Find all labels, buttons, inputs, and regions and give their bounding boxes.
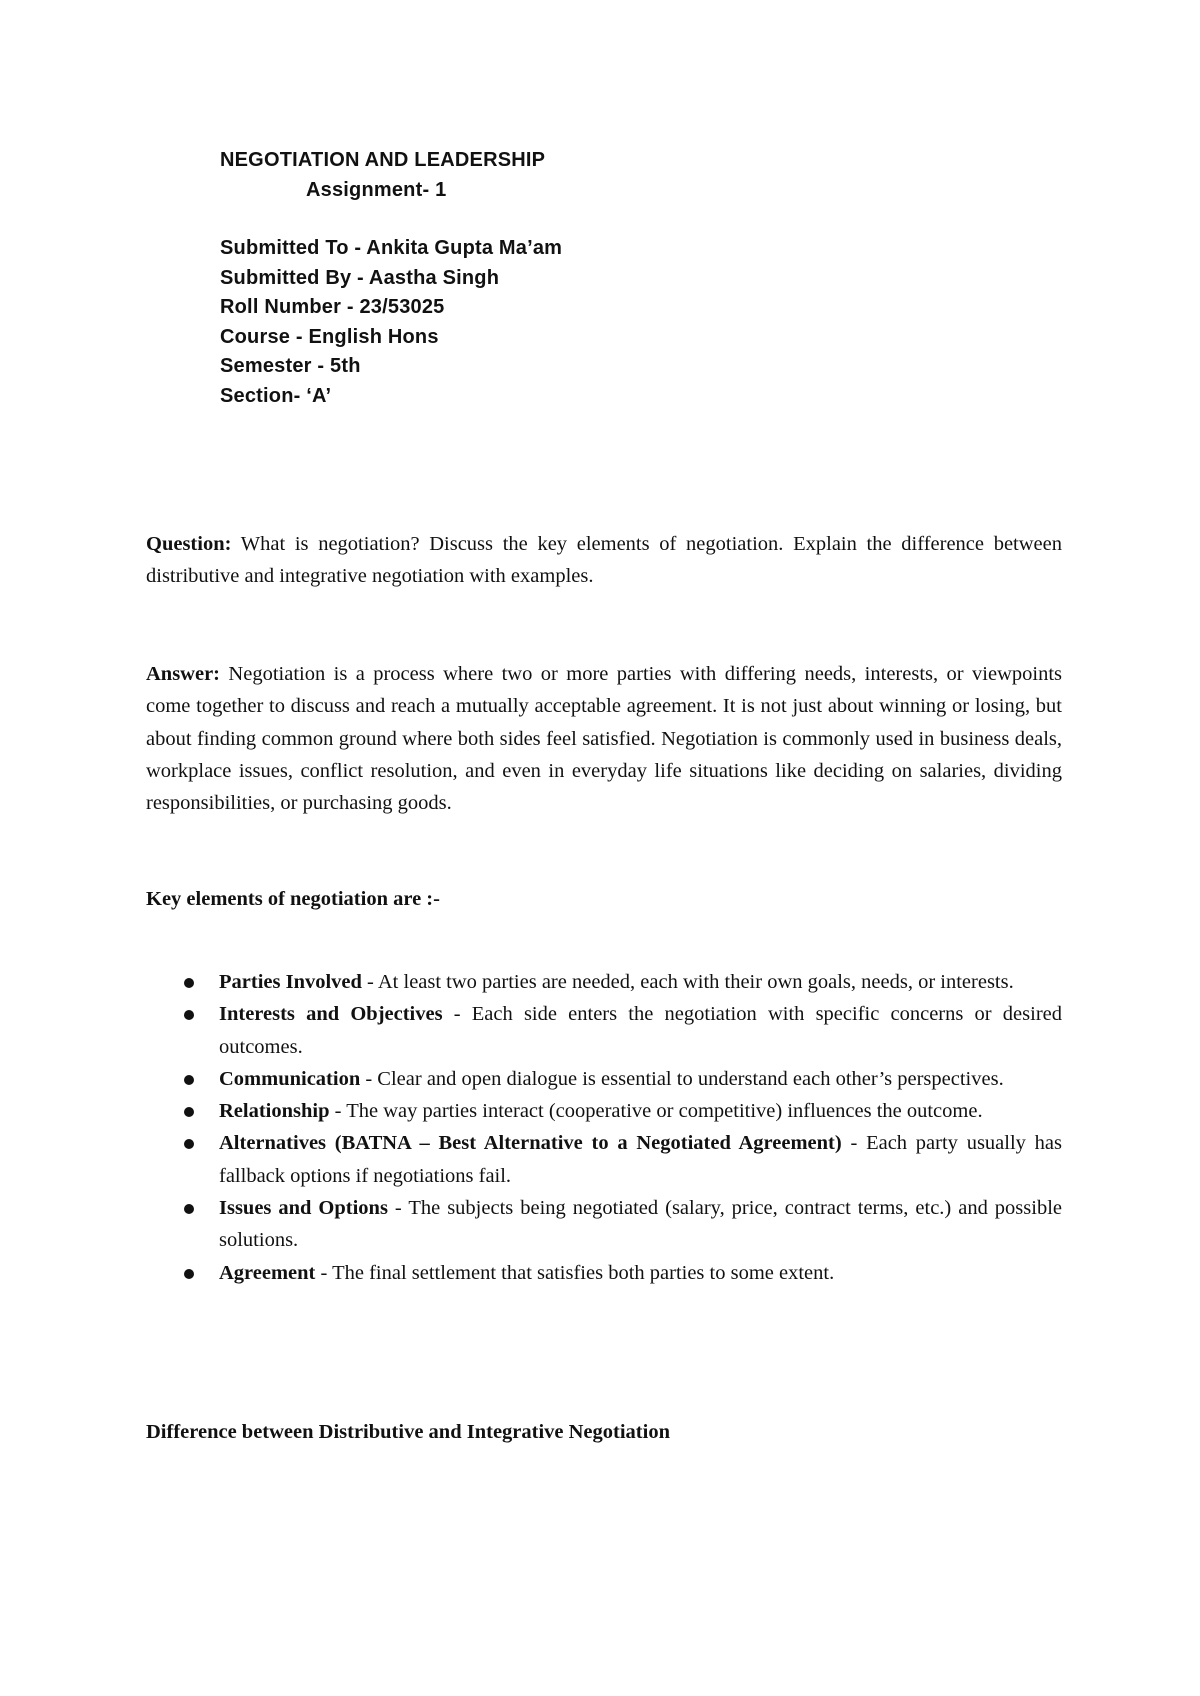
element-description: - Each side enters the negotiation with specific concerns or desired outcomes. xyxy=(219,1003,1063,1058)
element-term: Communication xyxy=(219,1067,361,1090)
key-elements-heading: Key elements of negotiation are :- xyxy=(146,888,440,910)
list-item xyxy=(146,1063,1062,1095)
bullet-icon xyxy=(184,1204,194,1214)
question-label: Question: xyxy=(146,533,232,555)
element-description: - The way parties interact (cooperative or competitive) influences the outcome. xyxy=(329,1100,983,1123)
question-paragraph xyxy=(146,528,1062,593)
answer-label: Answer: xyxy=(146,663,221,685)
submitted-by: Submitted By - Aastha Singh xyxy=(220,266,500,289)
element-description: - The final settlement that satisfies both parties to some extent. xyxy=(315,1261,835,1284)
assignment-number: Assignment- 1 xyxy=(306,178,447,201)
roll-number: Roll Number - 23/53025 xyxy=(220,296,445,318)
element-term: Interests and Objectives xyxy=(219,1003,443,1026)
element-description: - Each party usually has fallback options if negotiations fail. xyxy=(219,1132,1062,1187)
list-item xyxy=(146,1192,1062,1257)
bullet-icon xyxy=(184,1269,194,1279)
bullet-icon xyxy=(184,1139,194,1149)
key-elements-list xyxy=(146,966,1062,1289)
element-term: Agreement xyxy=(219,1261,316,1284)
element-description: - At least two parties are needed, each with their own goals, needs, or interests. xyxy=(361,971,1014,993)
element-description: - Clear and open dialogue is essential to understand each other’s perspectives. xyxy=(360,1067,1004,1090)
list-item xyxy=(146,1127,1062,1192)
element-term: Relationship xyxy=(219,1100,330,1123)
answer-text: Negotiation is a process where two or more parties with differing needs, interests, or viewpoints come together to discuss and reach a mutually acceptable agreement. It is not just about winning or losing, but about finding common ground where both sides feel satisfied. Negotiation is commonly used in business deals, workplace issues, conflict resolution, and even in everyday life situations like deciding on salaries, dividing responsibilities, or purchasing goods. xyxy=(146,663,1062,815)
bullet-icon xyxy=(184,1107,194,1117)
course-title: NEGOTIATION AND LEADERSHIP xyxy=(220,149,546,171)
submitted-to: Submitted To - Ankita Gupta Ma’am xyxy=(220,237,563,259)
element-term: Alternatives (BATNA – Best Alternative to a Negotiated Agreement) xyxy=(219,1132,842,1155)
list-item xyxy=(146,1095,1062,1127)
header-spacer xyxy=(220,205,562,234)
element-description: - The subjects being negotiated (salary, price, contract terms, etc.) and possible solutions. xyxy=(219,1197,1062,1252)
semester: Semester - 5th xyxy=(220,355,361,377)
bullet-icon xyxy=(184,1075,194,1085)
element-term: Issues and Options xyxy=(219,1197,388,1220)
section: Section- ‘A’ xyxy=(220,384,332,407)
bullet-icon xyxy=(184,1010,194,1020)
course: Course - English Hons xyxy=(220,325,439,348)
cover-header xyxy=(220,146,562,411)
bullet-icon xyxy=(184,978,194,988)
list-item xyxy=(146,998,1062,1063)
element-term: Parties Involved xyxy=(219,971,362,993)
difference-heading: Difference between Distributive and Integrative Negotiation xyxy=(146,1421,670,1443)
question-text: What is negotiation? Discuss the key elements of negotiation. Explain the difference between distributive and integrative negotiation with examples. xyxy=(146,533,1062,588)
answer-paragraph xyxy=(146,658,1062,819)
list-item xyxy=(146,966,1062,998)
list-item xyxy=(146,1257,1062,1289)
